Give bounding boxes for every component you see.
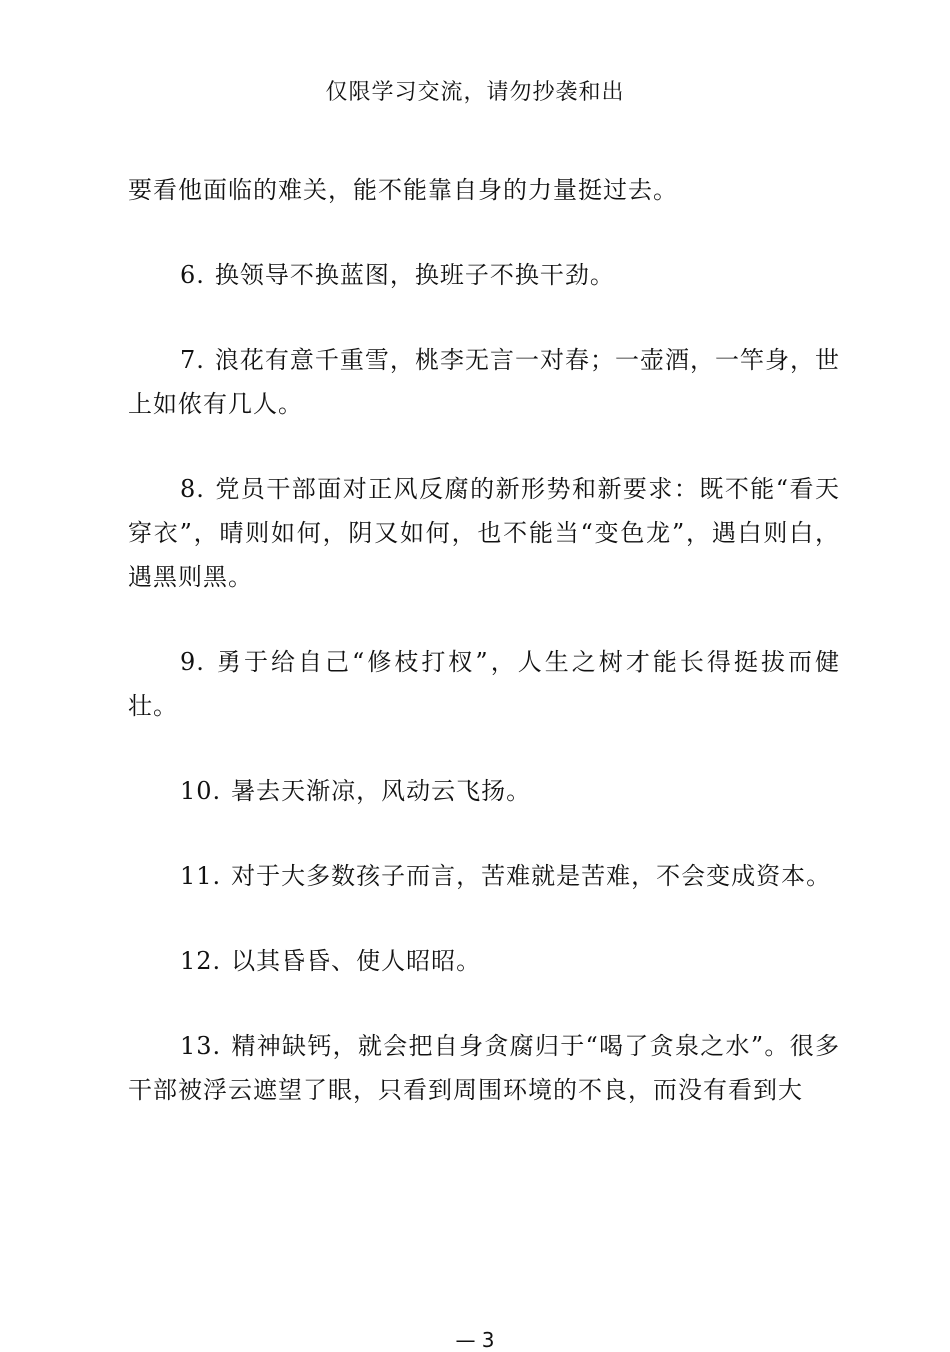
document-body [128,168,840,1153]
list-item-7 [128,338,840,426]
paragraph-text: 精神缺钙，就会把自身贪腐归于“喝了贪泉之水”。很多干部被浮云遮望了眼，只看到周围环境的不良，而没有看到大 [128,1032,840,1104]
item-number: 13. [180,1032,222,1060]
list-item-9 [128,640,840,728]
paragraph-text: 勇于给自己“修枝打杈”，人生之树才能长得挺拔而健壮。 [128,648,840,720]
list-item-6 [128,253,840,297]
list-item-12 [128,939,840,983]
paragraph-text: 暑去天渐凉，风动云飞扬。 [231,777,532,805]
list-item-11 [128,854,840,898]
item-number: 8. [180,475,205,503]
paragraph-text: 浪花有意千重雪，桃李无言一对春；一壶酒，一竿身，世上如侬有几人。 [128,346,840,418]
paragraph-text: 换领导不换蓝图，换班子不换干劲。 [214,261,615,289]
page-number-footer: — 3 [455,1328,495,1352]
paragraph-text: 要看他面临的难关，能不能靠自身的力量挺过去。 [128,176,678,204]
list-item-8 [128,467,840,599]
paragraph-text: 以其昏昏、使人昭昭。 [231,947,482,975]
list-item-10 [128,769,840,813]
list-item-13 [128,1024,840,1112]
page-header-watermark: 仅限学习交流，请勿抄袭和出 [325,80,625,105]
item-number: 12. [180,947,222,975]
paragraph-continuation [128,168,840,212]
paragraph-text: 对于大多数孩子而言，苦难就是苦难，不会变成资本。 [231,862,832,890]
item-number: 10. [180,777,222,805]
item-number: 9. [180,648,205,676]
item-number: 6. [180,261,205,289]
item-number: 11. [180,862,222,890]
paragraph-text: 党员干部面对正风反腐的新形势和新要求：既不能“看天穿衣”，晴则如何，阴又如何，也不能当“变色龙”，遇白则白，遇黑则黑。 [128,475,840,591]
item-number: 7. [180,346,205,374]
